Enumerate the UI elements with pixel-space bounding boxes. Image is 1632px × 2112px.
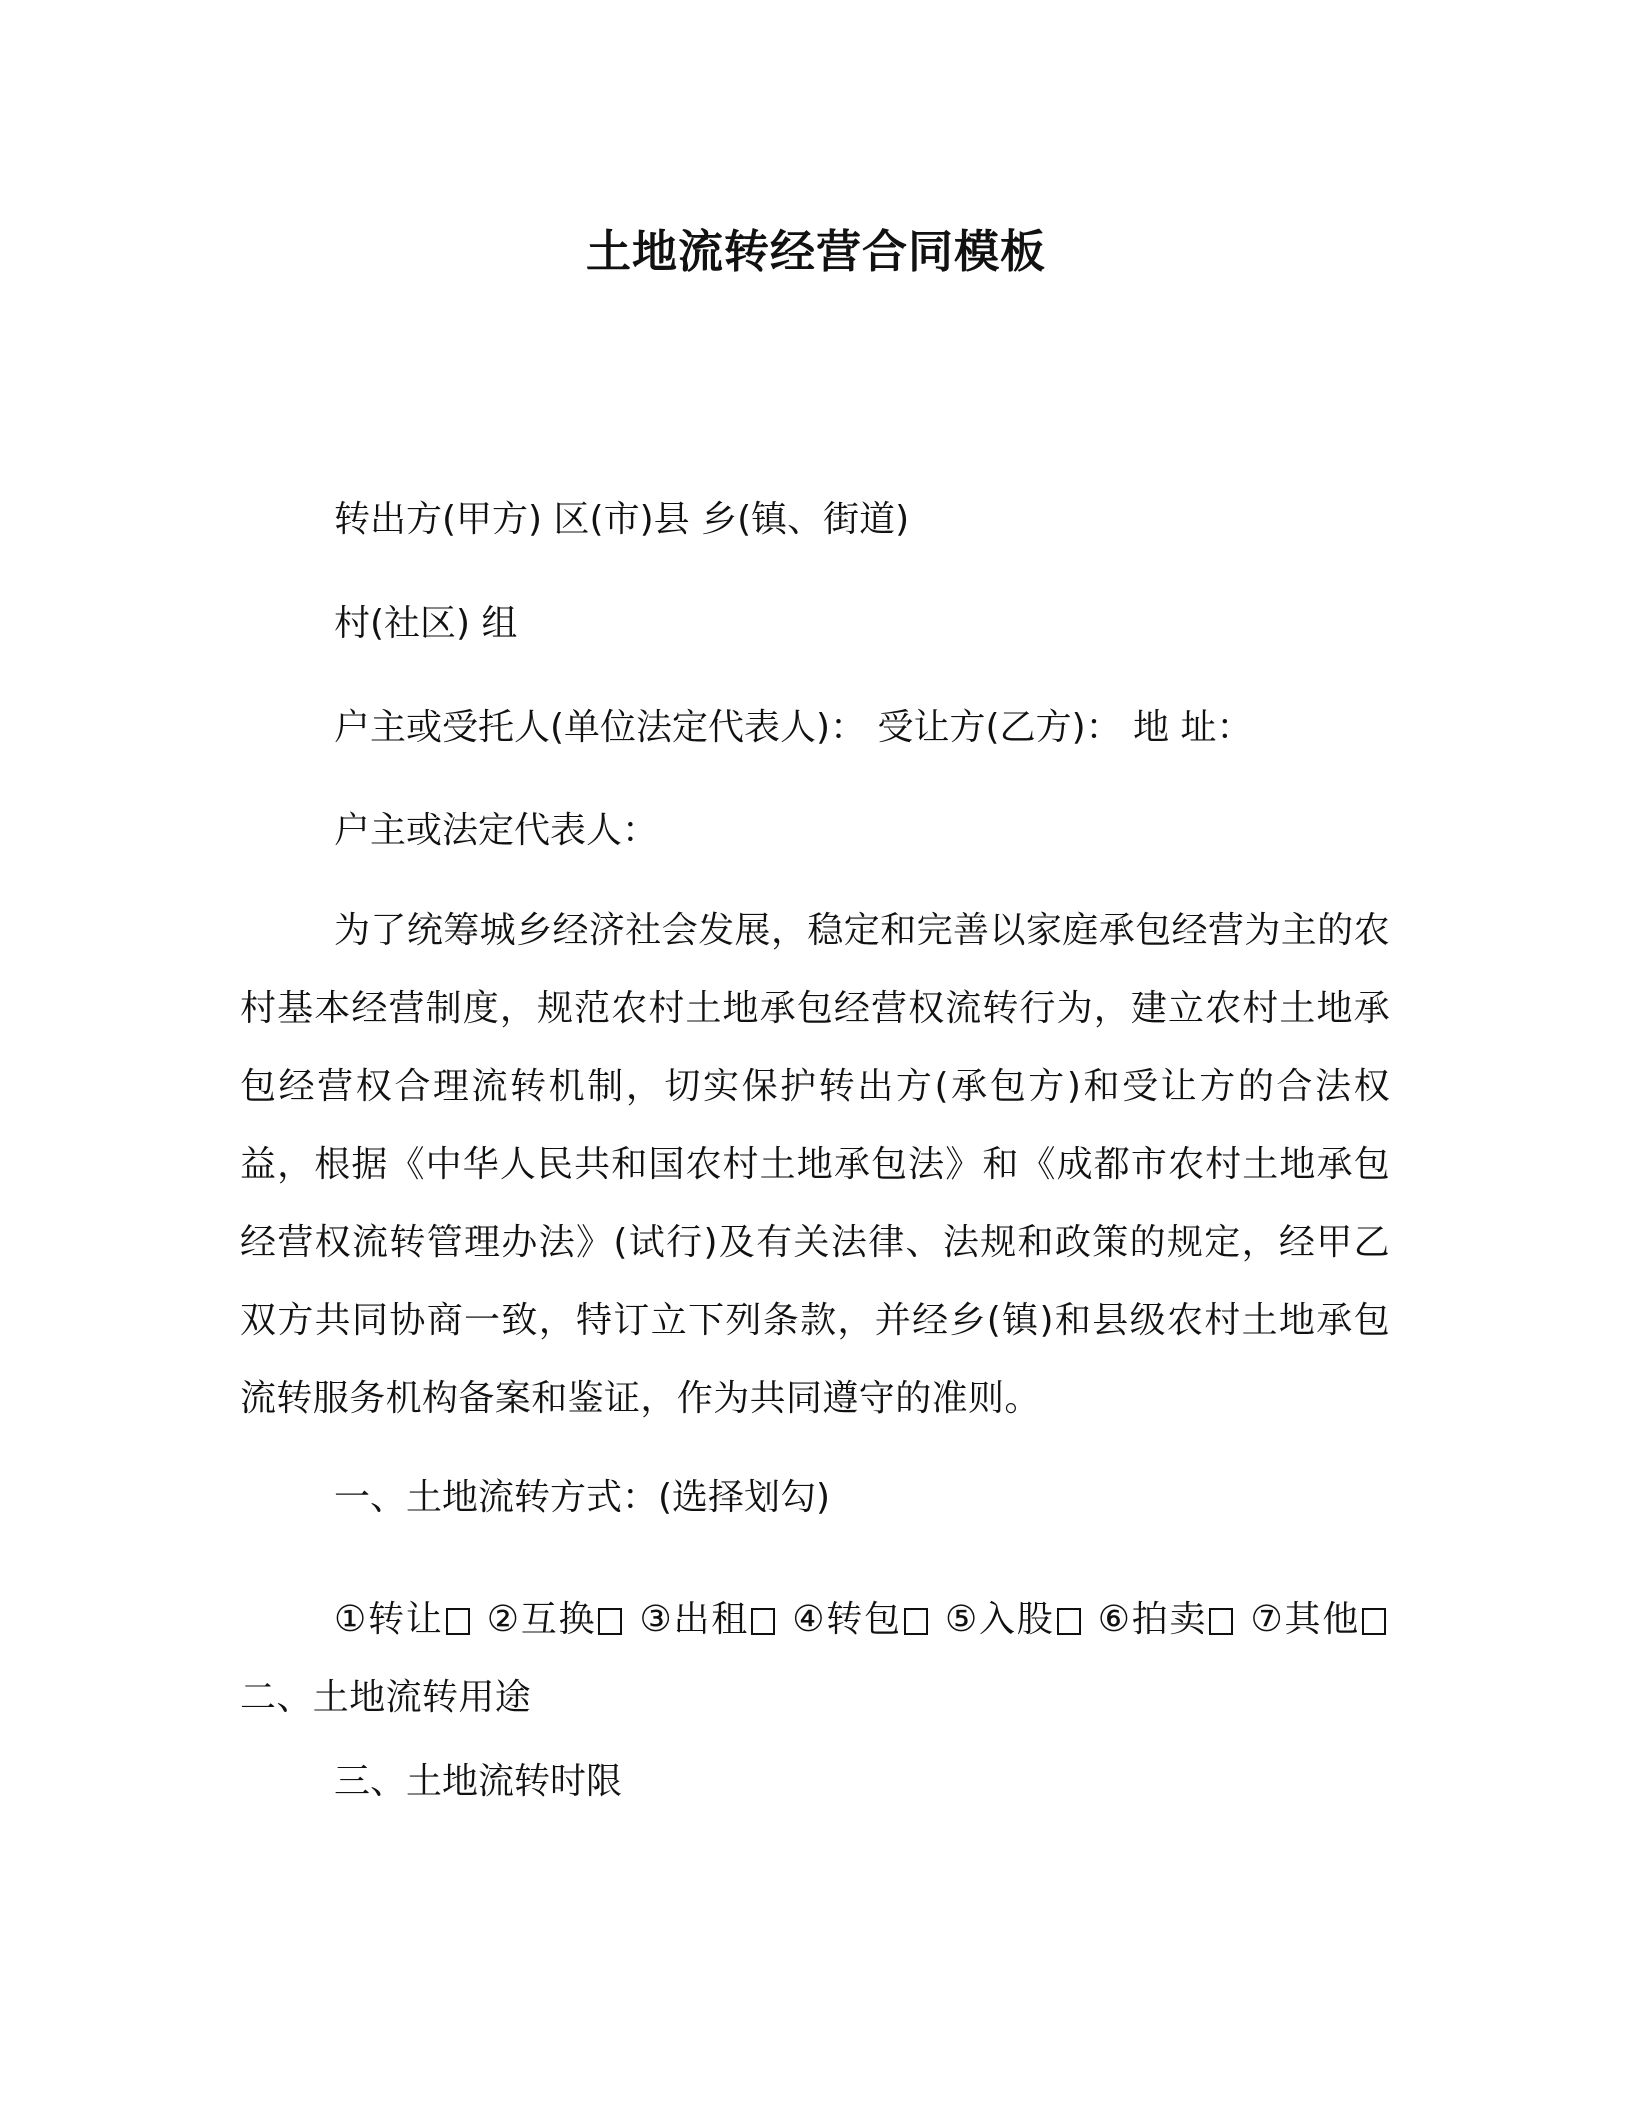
document-title: 土地流转经营合同模板 (585, 225, 1046, 278)
intro-paragraph: 为了统筹城乡经济社会发展，稳定和完善以家庭承包经营为主的农村基本经营制度，规范农村土地承包经营权流转行为，建立农村土地承包经营权合理流转机制，切实保护转出方(承包方)和受让方的合法权益，根据《中华人民共和国农村土地承包法》和《成都市农村土地承包经营权流转管理办法》(试行)及有关法律、法规和政策的规定，经甲乙双方共同协商一致，特订立下列条款，并经乡(镇)和县级农村土地承包流转服务机构备案和鉴证，作为共同遵守的准则。 (240, 910, 1390, 1419)
transfer-method-5: ⑤入股 (945, 1599, 1085, 1640)
transfer-method-6: ⑥拍卖 (1098, 1599, 1238, 1640)
transfer-method-2: ②互换 (487, 1599, 627, 1640)
checkbox-icon[interactable] (904, 1608, 928, 1635)
legal-representative-line: 户主或法定代表人： (334, 810, 659, 851)
transfer-method-1: ①转让 (334, 1599, 474, 1640)
checkbox-icon[interactable] (598, 1608, 622, 1635)
checkbox-icon[interactable] (1209, 1608, 1233, 1635)
transfer-method-3: ③出租 (640, 1599, 780, 1640)
household-representative-line: 户主或受托人(单位法定代表人)： 受让方(乙方)： 地 址： (334, 707, 1253, 748)
checkbox-icon[interactable] (751, 1608, 775, 1635)
village-line: 村(社区) 组 (334, 603, 518, 644)
section-3-heading: 三、土地流转时限 (334, 1761, 623, 1802)
transfer-method-4: ④转包 (792, 1599, 932, 1640)
transfer-method-7: ⑦其他 (1251, 1599, 1391, 1640)
checkbox-icon[interactable] (446, 1608, 470, 1635)
transfer-methods-paragraph (240, 1581, 1390, 1737)
section-2-heading: 二、土地流转用途 (240, 1677, 532, 1718)
transferor-line: 转出方(甲方) 区(市)县 乡(镇、街道) (334, 499, 910, 540)
section-1-heading: 一、土地流转方式：(选择划勾) (334, 1477, 831, 1518)
checkbox-icon[interactable] (1057, 1608, 1081, 1635)
checkbox-icon[interactable] (1362, 1608, 1386, 1635)
